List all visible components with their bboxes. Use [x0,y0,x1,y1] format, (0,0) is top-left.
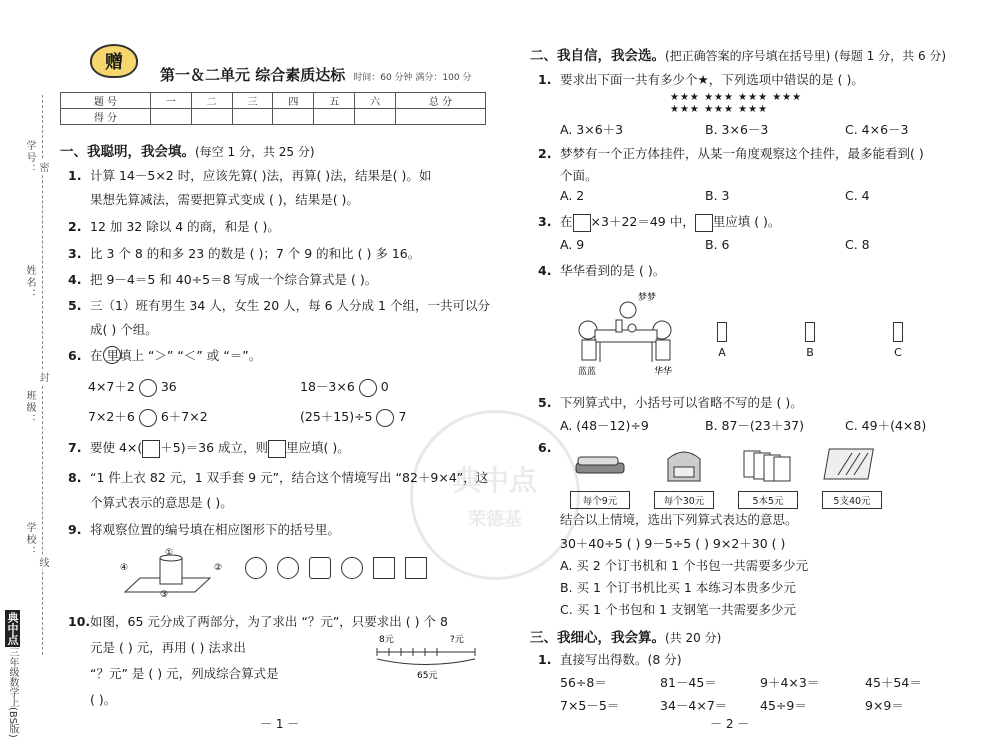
item-backpack [654,445,714,509]
r6-items [570,445,882,509]
price-stapler: 每个9元 [570,491,630,509]
choice-4: 4. 华华看到的是 ( )。 [538,263,666,278]
r6-option-c[interactable]: C. 买 1 个书包和 1 支钢笔一共需要多少元 [560,602,796,617]
question-1: 1. 计算 14－5×2 时，应该先算( )法，再算( )法，结果是( )。如 [68,168,432,183]
view-b-label: B [806,346,814,359]
r3-box2[interactable] [695,214,713,232]
class-label: 班级： [24,390,35,426]
section-1-title [60,140,315,160]
price-backpack: 每个30元 [654,491,714,509]
score-table [60,92,486,125]
page-right [530,0,990,754]
q6c-left: 7×2＋6 [88,409,135,424]
r3-part3: 里应填 ( )。 [712,214,781,229]
observation-position-figure [120,548,230,598]
view-option-a[interactable] [715,322,729,359]
score-cell[interactable] [314,109,355,125]
q9-view-shapes [245,557,427,579]
view-square-circle [309,557,331,579]
question-6: 6. 在 里填上 “＞” “＜” 或 “＝”。 [68,348,262,363]
q5-line2: 成( ) 个组。 [90,322,158,337]
q9-text: 将观察位置的编号填在相应图形下的括号里。 [90,522,341,537]
score-cell[interactable] [191,109,232,125]
q10-fig-total: 65元 [417,671,438,680]
page-number-right: － 2 － [710,717,750,731]
calc-r1-2: 81－45＝ [660,675,717,690]
choice-5: 5. 下列算式中，小括号可以省略不写的是 ( )。 [538,395,803,410]
r2-line2: 个面。 [560,168,598,183]
view-square-1 [373,557,395,579]
seal-word-mi: 密 [37,162,48,172]
score-cell: 题 号 [61,93,151,109]
r1-stars-row1: ★★★ ★★★ ★★★ ★★★ [670,92,803,103]
q6-item-b [300,377,389,397]
pos-label-1: ① [165,548,174,558]
view-a-shape [717,322,727,342]
q6-instruction-circle [103,346,121,364]
question-3: 3. 比 3 个 8 的和多 23 的数是 ( )；7 个 9 的和比 ( ) 多 16。 [68,246,421,261]
r3-option-c[interactable]: C. 8 [845,237,870,252]
pos-label-4: ④ [120,563,129,573]
section-1-note: (每空 1 分，共 25 分) [195,145,315,159]
q6d-right: 7 [398,409,407,424]
q2-text: 12 加 32 除以 4 的商，和是 ( )。 [90,219,280,234]
r4-text: 华华看到的是 ( )。 [560,263,666,278]
score-cell: 得 分 [61,109,151,125]
table-scene-illustration [570,292,680,376]
page-number-left: － 1 － [260,717,300,731]
score-cell: 五 [314,93,355,109]
view-c-label: C [894,346,902,359]
calc-r1-3: 9＋4×3＝ [760,675,820,690]
view-circle-1 [245,557,267,579]
page-left [60,0,490,754]
r2-option-c[interactable]: C. 4 [845,188,870,203]
school-label: 学校： [24,522,35,558]
section-1-heading: 一、我聪明，我会填。 [60,144,195,160]
item-notebooks [738,445,798,509]
r5-text: 下列算式中，小括号可以省略不写的是 ( )。 [560,395,803,410]
score-cell[interactable] [396,109,486,125]
choice-2: 2. 梦梦有一个正方体挂件，从某一角度观察这个挂件，最多能看到( ) [538,146,924,161]
brand-text: 三年级数学上(BS版) [7,647,18,738]
section-2-heading: 二、我自信，我会选。 [530,48,665,64]
brand-label [4,610,20,738]
r3-box1[interactable] [573,214,591,232]
price-pens: 5支40元 [822,491,882,509]
q5-line1: 三（1）班有男生 34 人，女生 20 人，每 6 人分成 1 个组，一共可以分 [90,298,490,313]
q7-box1[interactable] [142,440,160,458]
q6b-left: 18－3×6 [300,379,355,394]
r3-option-b[interactable]: B. 6 [705,237,730,252]
q6d-circle[interactable] [376,409,394,427]
view-option-c[interactable] [891,322,905,359]
score-cell[interactable] [232,109,273,125]
name-lanlan: 蓝蓝 [578,367,597,376]
q10-line4: ( )。 [90,692,117,707]
q10-fig-unknown: ?元 [450,635,464,645]
seal-word-feng: 封 [37,372,48,382]
student-no-label: 学号： [24,140,35,176]
pens-icon [822,445,882,483]
q7-box2[interactable] [268,440,286,458]
question-9: 9. 将观察位置的编号填在相应图形下的括号里。 [68,522,341,537]
view-b-shape [805,322,815,342]
r3-part2: ×3＋22＝49 中， [590,214,695,229]
view-option-b[interactable] [803,322,817,359]
q4-text: 把 9－4＝5 和 40÷5＝8 写成一个综合算式是 ( )。 [90,272,378,287]
question-5: 5. 三（1）班有男生 34 人，女生 20 人，每 6 人分成 1 个组，一共可以分 [68,298,490,313]
calc-r2-3: 45÷9＝ [760,698,807,713]
q7-part3: 里应填( )。 [286,440,350,455]
r6-instruction: 结合以上情境，选出下列算式表达的意思。 [560,512,798,527]
name-label: 姓名： [24,265,35,301]
calc-1-text: 直接写出得数。(8 分) [560,652,682,667]
question-10: 10.如图，65 元分成了两部分，为了求出 “？元”，只要求出 ( ) 个 8 [68,614,448,629]
calc-1: 1. 直接写出得数。(8 分) [538,652,682,667]
section-2-note: (把正确答案的序号填在括号里) (每题 1 分，共 6 分) [665,49,947,63]
brand-mark: 典中点 [6,612,19,646]
r1-option-c[interactable]: C. 4×6－3 [845,122,909,137]
r1-option-a[interactable]: A. 3×6＋3 [560,122,624,137]
q6a-left: 4×7＋2 [88,379,135,394]
q7-part2: ＋5)＝36 成立，则 [160,440,268,455]
question-8: 8. “1 件上衣 82 元，1 双手套 9 元”，结合这个情境写出 “82＋9×4”，这 [68,470,489,485]
watermark-line2: 荣德基 [468,509,522,530]
r6-option-b[interactable]: B. 买 1 个订书机比买 1 本练习本贵多少元 [560,580,796,595]
calc-r2-4: 9×9＝ [865,698,904,713]
q6a-right: 36 [160,379,177,394]
price-notebooks: 5本5元 [738,491,798,509]
score-cell[interactable] [273,109,314,125]
q8-line1: “1 件上衣 82 元，1 双手套 9 元”，结合这个情境写出 “82＋9×4”，这 [90,470,489,485]
choice-1: 1. 要求出下面一共有多少个★，下列选项中错误的是 ( )。 [538,72,864,87]
choice-3: 3. 在 ×3＋22＝49 中， 里应填 ( )。 [538,212,780,232]
q6d-left: (25＋15)÷5 [300,409,373,424]
score-cell: 二 [191,93,232,109]
binding-margin [0,0,62,754]
r6-option-a[interactable]: A. 买 2 个订书机和 1 个书包一共需要多少元 [560,558,809,573]
q7-part1: 要使 4×( [90,440,143,455]
stapler-icon [570,445,630,483]
score-cell: 三 [232,93,273,109]
pos-label-2: ② [214,563,223,573]
q10-line3: “？元” 是 ( ) 元，列成综合算式是 [90,666,279,681]
r5-option-c[interactable]: C. 49＋(4×8) [845,418,927,433]
q6b-circle[interactable] [359,379,377,397]
score-cell: 六 [355,93,396,109]
notebooks-icon [738,445,798,483]
q10-line1: 如图，65 元分成了两部分，为了求出 “？元”，只要求出 ( ) 个 8 [90,614,448,629]
title-meta: 时间：60 分钟 满分：100 分 [353,73,472,83]
q6-item-c [88,407,208,427]
item-pens [822,445,882,509]
score-cell: 总 分 [396,93,486,109]
question-2: 2. 12 加 32 除以 4 的商，和是 ( )。 [68,219,280,234]
title-text: 第一＆二单元 综合素质达标 [160,66,346,84]
backpack-icon [654,445,714,483]
watermark-line1: 典中点 [452,464,537,497]
r1-text: 要求出下面一共有多少个★，下列选项中错误的是 ( )。 [560,72,864,87]
r5-option-b[interactable]: B. 87－(23＋37) [705,418,804,433]
r6-expressions: 30＋40÷5 ( ) 9－5÷5 ( ) 9×2＋30 ( ) [560,536,786,551]
q6c-right: 6＋7×2 [160,409,208,424]
q8-line2: 个算式表示的意思是 ( )。 [90,495,233,510]
seal-word-xian: 线 [37,557,48,567]
r1-stars-row2: ★★★ ★★★ ★★★ [670,104,769,115]
calc-r2-2: 34－4×7＝ [660,698,728,713]
q6b-right: 0 [380,379,389,394]
score-cell[interactable] [355,109,396,125]
score-cell: 四 [273,93,314,109]
section-3-heading: 三、我细心，我会算。 [530,630,665,646]
q1-line1: 计算 14－5×2 时，应该先算( )法，再算( )法，结果是( )。如 [90,168,432,183]
r4-view-options [715,322,905,359]
r2-option-a[interactable]: A. 2 [560,188,585,203]
question-7: 7. 要使 4×( ＋5)＝36 成立，则 里应填( )。 [68,438,350,458]
q6c-circle[interactable] [139,409,157,427]
q10-segment-figure [375,632,480,680]
calc-r1-4: 45＋54＝ [865,675,922,690]
r5-option-a[interactable]: A. (48－12)÷9 [560,418,649,433]
score-cell[interactable] [150,109,191,125]
r2-line1: 梦梦有一个正方体挂件，从某一角度观察这个挂件，最多能看到( ) [560,146,924,161]
q6-item-a [88,377,177,397]
q3-text: 比 3 个 8 的和多 23 的数是 ( )；7 个 9 的和比 ( ) 多 16。 [90,246,421,261]
section-2-title [530,44,946,64]
q1-line2: 果想先算减法，需要把算式变成 ( )，结果是( )。 [90,192,359,207]
q10-fig-8yuan: 8元 [379,635,394,645]
name-huahua: 华华 [654,367,673,376]
r2-option-b[interactable]: B. 3 [705,188,730,203]
r1-option-b[interactable]: B. 3×6－3 [705,122,769,137]
item-stapler [570,445,630,509]
gift-badge: 赠 [90,44,138,78]
q6a-circle[interactable] [139,379,157,397]
q6-text: 在 里填上 “＞” “＜” 或 “＝”。 [90,348,262,363]
view-a-label: A [718,346,726,359]
r3-option-a[interactable]: A. 9 [560,237,585,252]
view-circle-2 [277,557,299,579]
view-square-2 [405,557,427,579]
q6-item-d [300,407,406,427]
view-circle-3 [341,557,363,579]
view-c-shape [893,322,903,342]
unit-title [160,64,471,85]
calc-r2-1: 7×5－5＝ [560,698,620,713]
section-3-title [530,626,721,646]
score-cell: 一 [150,93,191,109]
name-mengmeng: 梦梦 [638,293,657,303]
section-3-note: (共 20 分) [665,631,722,645]
question-4: 4. 把 9－4＝5 和 40÷5＝8 写成一个综合算式是 ( )。 [68,272,378,287]
choice-6: 6. [538,440,552,455]
q10-line2: 元是 ( ) 元，再用 ( ) 法求出 [90,640,246,655]
pos-label-3: ③ [160,590,169,598]
calc-r1-1: 56÷8＝ [560,675,607,690]
r3-part1: 在 [560,214,573,229]
